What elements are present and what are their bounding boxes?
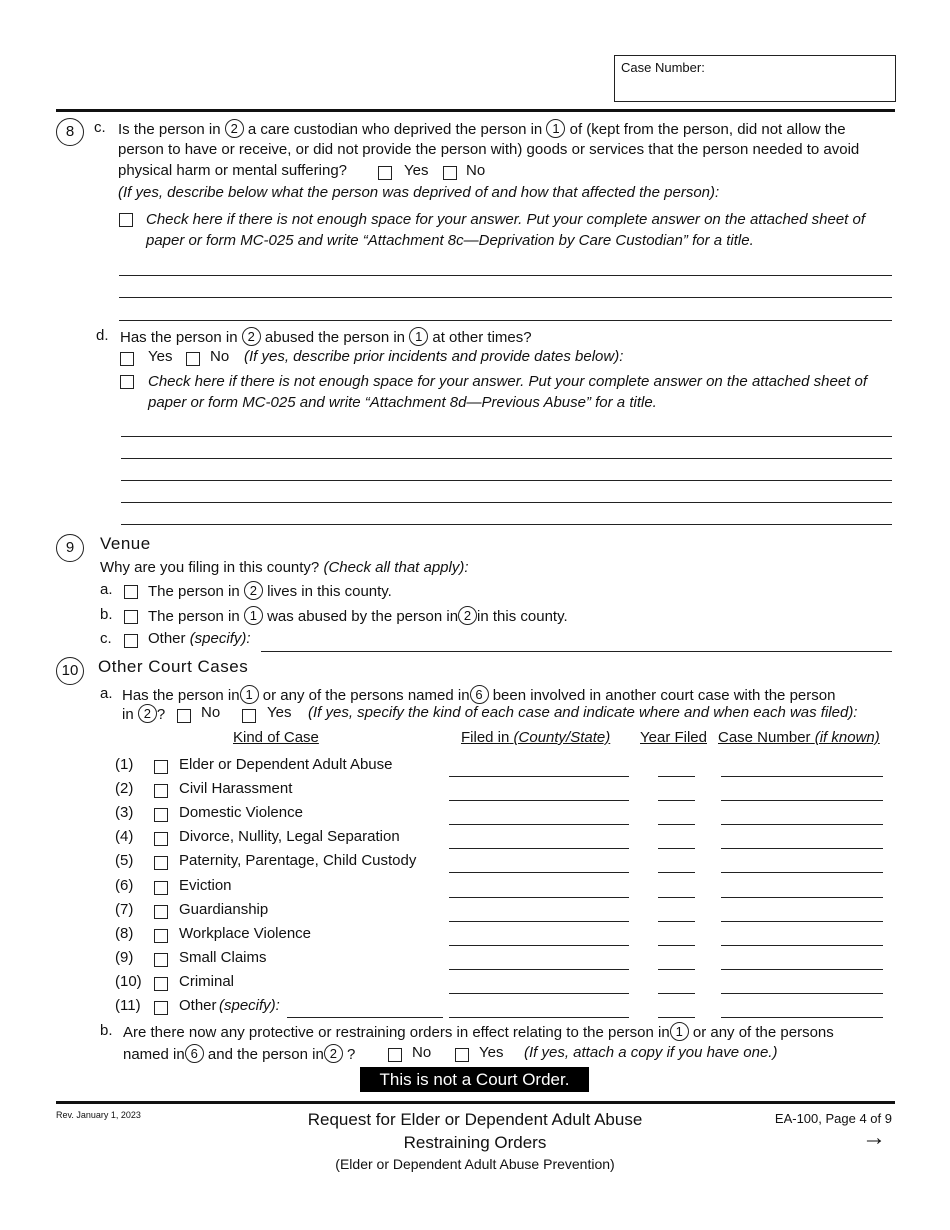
section-9-question: Why are you filing in this county? (Check all that apply): xyxy=(100,559,469,576)
form-page-number: EA-100, Page 4 of 9 xyxy=(774,1111,892,1126)
ref-1: 1 xyxy=(409,327,428,346)
section-9-number: 9 xyxy=(56,534,84,562)
not-court-order-banner: This is not a Court Order. xyxy=(360,1067,589,1092)
next-page-arrow-icon[interactable]: → xyxy=(862,1124,886,1151)
item-8d-answer-line[interactable] xyxy=(121,436,892,437)
ref-2: 2 xyxy=(242,327,261,346)
case-number-line[interactable] xyxy=(721,993,883,994)
case-kind-checkbox[interactable] xyxy=(154,832,168,846)
item-8c-question-line2: person to have or receive, or did not provide the person with) goods or services that the person needed to avoid xyxy=(118,141,860,158)
item-9c-text: Other (specify): xyxy=(148,630,251,647)
item-8d-question: Has the person in 2 abused the person in 1 at other times? xyxy=(120,329,532,346)
year-filed-line[interactable] xyxy=(658,969,695,970)
case-row-number: (11) xyxy=(115,997,141,1014)
filed-in-line[interactable] xyxy=(449,969,629,970)
item-10a-no-label: No xyxy=(201,704,221,721)
item-9c-checkbox[interactable] xyxy=(124,634,138,648)
case-kind-checkbox[interactable] xyxy=(154,1001,168,1015)
case-row-number: (7) xyxy=(115,901,134,918)
item-10a-question: Has the person in 1 or any of the persons named in 6 been involved in another court case with the person xyxy=(122,687,836,704)
top-rule xyxy=(56,109,895,112)
item-8d-no-checkbox[interactable] xyxy=(186,352,200,366)
year-filed-line[interactable] xyxy=(658,848,695,849)
item-9b-letter: b. xyxy=(100,606,113,623)
item-9c-letter: c. xyxy=(100,630,112,647)
item-8d-more-space-checkbox[interactable] xyxy=(120,375,134,389)
form-title-line1: Request for Elder or Dependent Adult Abuse xyxy=(307,1110,643,1129)
case-number-line[interactable] xyxy=(721,921,883,922)
item-9a-letter: a. xyxy=(100,581,113,598)
case-number-line[interactable] xyxy=(721,945,883,946)
footer-rule xyxy=(56,1101,895,1104)
case-kind-label: Domestic Violence xyxy=(179,804,303,821)
case-kind-label: Divorce, Nullity, Legal Separation xyxy=(179,828,400,845)
item-8d-answer-line[interactable] xyxy=(121,502,892,503)
case-number-line[interactable] xyxy=(721,1017,883,1018)
case-kind-label: Criminal xyxy=(179,973,235,990)
item-10a-letter: a. xyxy=(100,685,113,702)
case-kind-checkbox[interactable] xyxy=(154,808,168,822)
case-row-number: (1) xyxy=(115,756,134,773)
case-row-number: (5) xyxy=(115,852,134,869)
case-number-line[interactable] xyxy=(721,800,883,801)
item-8c-answer-line[interactable] xyxy=(119,320,892,321)
item-10b-yes-label: Yes xyxy=(479,1044,504,1061)
item-8d-letter: d. xyxy=(96,327,109,344)
case-number-line[interactable] xyxy=(721,776,883,777)
case-kind-specify-note: (specify): xyxy=(219,997,280,1014)
filed-in-line[interactable] xyxy=(449,776,629,777)
col-case-number: Case Number (if known) xyxy=(718,729,880,746)
item-10a-no-checkbox[interactable] xyxy=(177,709,191,723)
item-10b-question: Are there now any protective or restraining orders in effect relating to the person in 1 or any of the persons xyxy=(123,1024,834,1041)
case-kind-checkbox[interactable] xyxy=(154,760,168,774)
item-10a-question-line2: in 2 ? xyxy=(122,706,166,723)
filed-in-line[interactable] xyxy=(449,897,629,898)
filed-in-line[interactable] xyxy=(449,848,629,849)
case-kind-checkbox[interactable] xyxy=(154,856,168,870)
case-row-number: (4) xyxy=(115,828,134,845)
case-kind-label: Elder or Dependent Adult Abuse xyxy=(179,756,393,773)
case-number-line[interactable] xyxy=(721,897,883,898)
item-8c-yes-label: Yes xyxy=(404,162,429,179)
ref-1: 1 xyxy=(244,606,263,625)
ref-2: 2 xyxy=(458,606,477,625)
ref-2: 2 xyxy=(225,119,244,138)
case-row-number: (9) xyxy=(115,949,134,966)
case-kind-checkbox[interactable] xyxy=(154,905,168,919)
item-10b-letter: b. xyxy=(100,1022,113,1039)
case-kind-checkbox[interactable] xyxy=(154,953,168,967)
item-9c-specify-line[interactable] xyxy=(261,651,892,652)
item-8c-answer-line[interactable] xyxy=(119,275,892,276)
section-10-title: Other Court Cases xyxy=(98,657,249,676)
year-filed-line[interactable] xyxy=(658,1017,695,1018)
section-8-number: 8 xyxy=(56,118,84,146)
item-10b-yes-checkbox[interactable] xyxy=(455,1048,469,1062)
filed-in-line[interactable] xyxy=(449,921,629,922)
filed-in-line[interactable] xyxy=(449,872,629,873)
year-filed-line[interactable] xyxy=(658,897,695,898)
item-10b-no-label: No xyxy=(412,1044,432,1061)
case-kind-label: Small Claims xyxy=(179,949,267,966)
item-8c-question-line1: Is the person in 2 a care custodian who deprived the person in 1 of (kept from the person, did not allow the xyxy=(118,121,846,138)
year-filed-line[interactable] xyxy=(658,945,695,946)
item-8c-no-checkbox[interactable] xyxy=(443,166,457,180)
case-kind-checkbox[interactable] xyxy=(154,881,168,895)
case-kind-label: Paternity, Parentage, Child Custody xyxy=(179,852,417,869)
case-number-label: Case Number: xyxy=(621,60,705,75)
case-number-line[interactable] xyxy=(721,848,883,849)
item-8c-letter: c. xyxy=(94,119,106,136)
item-8d-more-space-text2: paper or form MC-025 and write “Attachment 8d—Previous Abuse” for a title. xyxy=(148,394,657,411)
case-kind-label: Civil Harassment xyxy=(179,780,293,797)
ref-6: 6 xyxy=(185,1044,204,1063)
section-9-title: Venue xyxy=(100,534,151,553)
item-8c-more-space-checkbox[interactable] xyxy=(119,213,133,227)
item-10a-yes-checkbox[interactable] xyxy=(242,709,256,723)
item-8d-note: (If yes, describe prior incidents and provide dates below): xyxy=(244,348,624,365)
case-row-number: (2) xyxy=(115,780,134,797)
ref-1: 1 xyxy=(240,685,259,704)
item-10a-note: (If yes, specify the kind of each case and indicate where and when each was filed): xyxy=(308,704,858,721)
item-8c-answer-line[interactable] xyxy=(119,297,892,298)
item-8c-more-space-text1: Check here if there is not enough space for your answer. Put your complete answer on the attached sheet of xyxy=(146,211,866,228)
item-8c-note: (If yes, describe below what the person was deprived of and how that affected the person): xyxy=(118,184,720,201)
col-filed-in: Filed in (County/State) xyxy=(461,729,611,746)
item-8c-no-label: No xyxy=(466,162,486,179)
item-8d-no-label: No xyxy=(210,348,230,365)
item-9a-text: The person in 2 lives in this county. xyxy=(148,583,392,600)
case-kind-label: Other xyxy=(179,997,217,1014)
case-kind-checkbox[interactable] xyxy=(154,929,168,943)
year-filed-line[interactable] xyxy=(658,800,695,801)
ref-6: 6 xyxy=(470,685,489,704)
year-filed-line[interactable] xyxy=(658,993,695,994)
section-10-number: 10 xyxy=(56,657,84,685)
item-8c-more-space-text2: paper or form MC-025 and write “Attachment 8c—Deprivation by Care Custodian” for a title. xyxy=(146,232,754,249)
case-kind-label: Guardianship xyxy=(179,901,269,918)
case-row-number: (8) xyxy=(115,925,134,942)
filed-in-line[interactable] xyxy=(449,993,629,994)
ref-2: 2 xyxy=(244,581,263,600)
filed-in-line[interactable] xyxy=(449,1017,629,1018)
item-9b-text: The person in 1 was abused by the person in 2 in this county. xyxy=(148,608,568,625)
ref-1: 1 xyxy=(670,1022,689,1041)
item-8c-yes-checkbox[interactable] xyxy=(378,166,392,180)
item-8d-answer-line[interactable] xyxy=(121,480,892,481)
case-kind-label: Eviction xyxy=(179,877,232,894)
item-10b-question-line2: named in 6 and the person in 2 ? xyxy=(123,1046,356,1063)
item-10b-no-checkbox[interactable] xyxy=(388,1048,402,1062)
ref-1: 1 xyxy=(546,119,565,138)
case-number-line[interactable] xyxy=(721,969,883,970)
year-filed-line[interactable] xyxy=(658,824,695,825)
filed-in-line[interactable] xyxy=(449,824,629,825)
filed-in-line[interactable] xyxy=(449,945,629,946)
item-8d-more-space-text1: Check here if there is not enough space for your answer. Put your complete answer on the attached sheet of xyxy=(148,373,868,390)
form-title-line3: (Elder or Dependent Adult Abuse Prevention) xyxy=(335,1156,615,1172)
item-8c-question-line3: physical harm or mental suffering? xyxy=(118,162,347,179)
case-number-box[interactable] xyxy=(614,55,896,102)
item-10a-yes-label: Yes xyxy=(267,704,292,721)
case-number-line[interactable] xyxy=(721,872,883,873)
revision-date: Rev. January 1, 2023 xyxy=(56,1110,141,1120)
case-kind-label: Workplace Violence xyxy=(179,925,312,942)
ref-2: 2 xyxy=(324,1044,343,1063)
col-year-filed: Year Filed xyxy=(640,729,707,746)
form-title-line2: Restraining Orders xyxy=(403,1133,547,1152)
case-kind-checkbox[interactable] xyxy=(154,977,168,991)
case-number-line[interactable] xyxy=(721,824,883,825)
item-8d-yes-label: Yes xyxy=(148,348,173,365)
item-10b-note: (If yes, attach a copy if you have one.) xyxy=(524,1044,778,1061)
filed-in-line[interactable] xyxy=(449,800,629,801)
case-row-number: (6) xyxy=(115,877,134,894)
col-kind-of-case: Kind of Case xyxy=(233,729,319,746)
year-filed-line[interactable] xyxy=(658,776,695,777)
case-kind-specify-line[interactable] xyxy=(287,1017,443,1018)
item-8d-answer-line[interactable] xyxy=(121,524,892,525)
year-filed-line[interactable] xyxy=(658,921,695,922)
ref-2: 2 xyxy=(138,704,157,723)
case-row-number: (3) xyxy=(115,804,134,821)
case-kind-checkbox[interactable] xyxy=(154,784,168,798)
year-filed-line[interactable] xyxy=(658,872,695,873)
item-8d-answer-line[interactable] xyxy=(121,458,892,459)
item-9a-checkbox[interactable] xyxy=(124,585,138,599)
item-8d-yes-checkbox[interactable] xyxy=(120,352,134,366)
item-9b-checkbox[interactable] xyxy=(124,610,138,624)
case-row-number: (10) xyxy=(115,973,142,990)
